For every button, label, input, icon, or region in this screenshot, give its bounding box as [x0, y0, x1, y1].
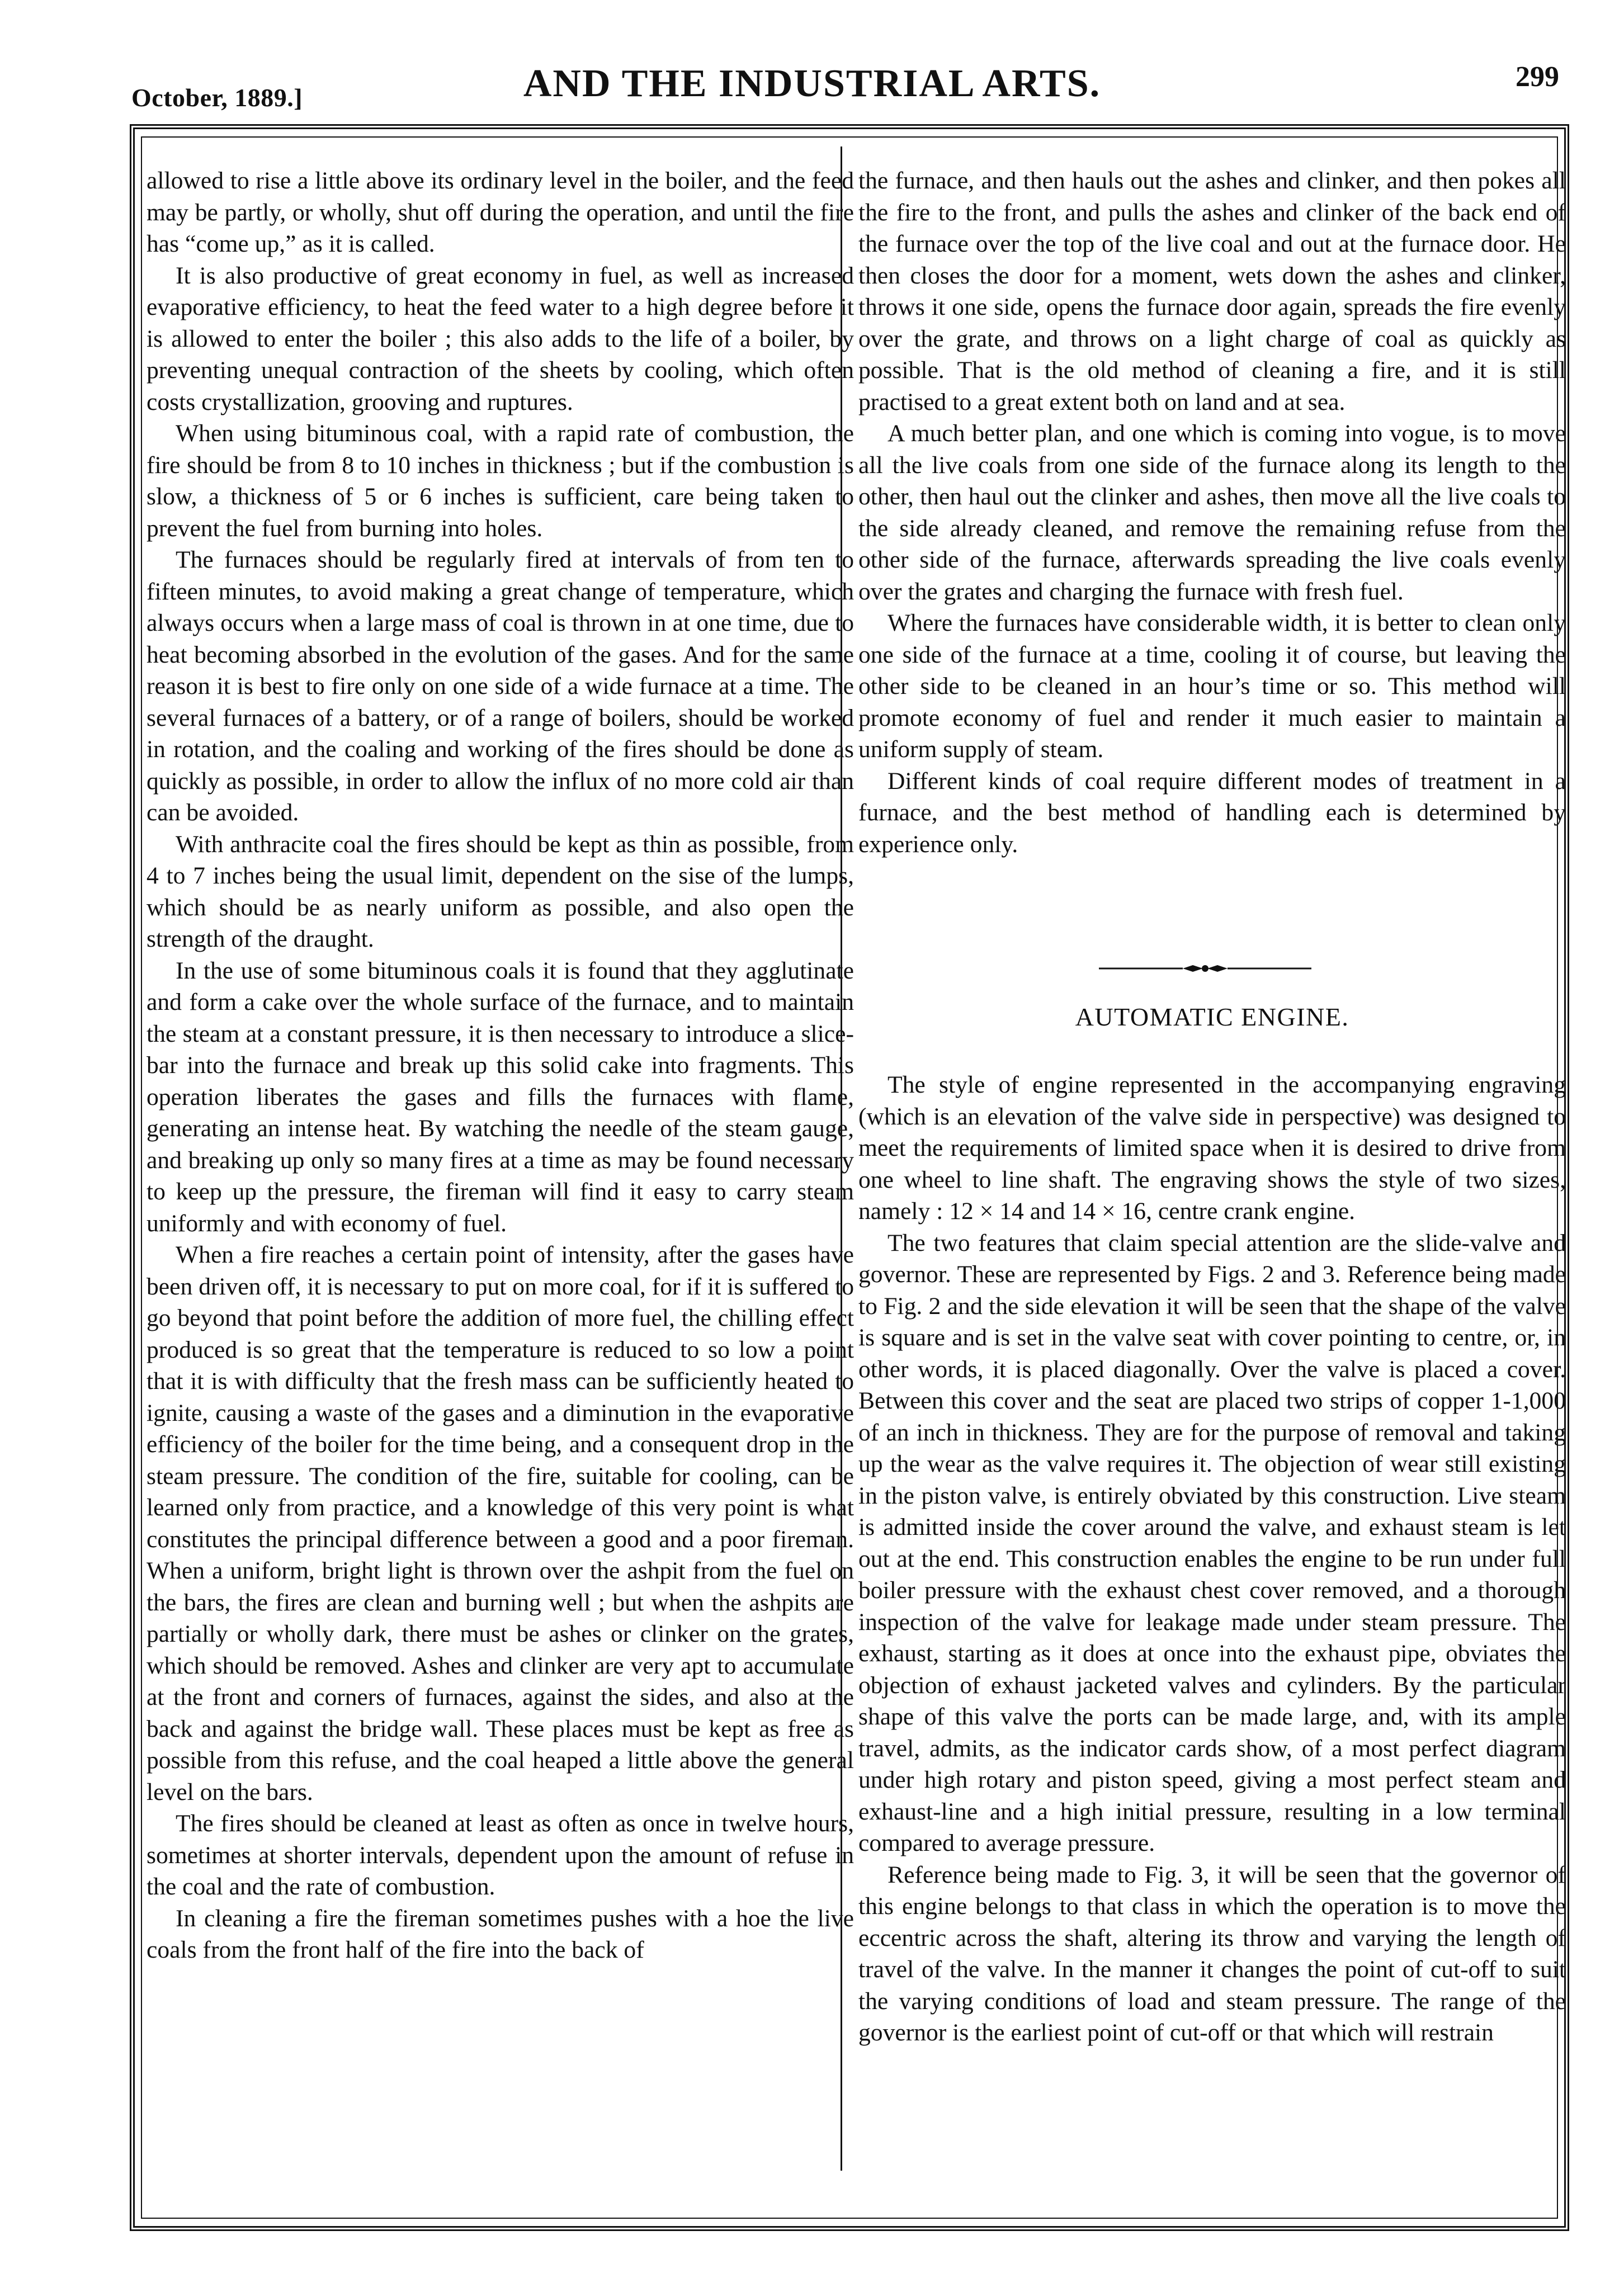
- section-ornament: [1099, 963, 1311, 974]
- paragraph: When using bituminous coal, with a rapid rate of combustion, the fire should be from 8 to 10 inches in thickness ; but if the combustion is slow, a thickness of 5 or 6 inches is sufficient, care being taken to prevent the fuel from burning into holes.: [147, 420, 854, 542]
- paragraph: allowed to rise a little above its ordinary level in the boiler, and the feed may be partly, or wholly, shut off during the operation, and until the fire has “come up,” as it is called.: [147, 167, 854, 257]
- paragraph: Different kinds of coal require different modes of treatment in a furnace, and the best method of handling each is determined by experience only.: [858, 767, 1566, 858]
- paragraph: In cleaning a fire the fireman sometimes pushes with a hoe the live coals from the front half of the fire into the back of: [147, 1905, 854, 1963]
- paragraph: the furnace, and then hauls out the ashes and clinker, and then pokes all the fire to the front, and pulls the ashes and clinker of the back end of the furnace over the top of the live coal and out at the furnace door. He then closes the door for a moment, wets down the ashes and clinker, throws it one side, opens the furnace door again, spreads the fire evenly over the grate, and throws on a light charge of coal as quickly as possible. That is the old method of cleaning a fire, and it is still practised to a great extent both on land and at sea.: [858, 167, 1566, 415]
- right-column-bottom: [858, 1069, 1566, 2049]
- paragraph: With anthracite coal the fires should be kept as thin as possible, from 4 to 7 inches being the usual limit, dependent on the sise of the lumps, which should be as nearly uniform as possible, and also open the strength of the draught.: [147, 830, 854, 952]
- paragraph: The style of engine represented in the accompanying engraving (which is an elevation of the valve side in perspective) was designed to meet the requirements of limited space when it is desired to drive from one wheel to line shaft. The engraving shows the style of two sizes, namely : 12 × 14 and 14 × 16, centre crank engine.: [858, 1071, 1566, 1225]
- section-heading: AUTOMATIC ENGINE.: [1075, 1003, 1349, 1031]
- issue-date: October, 1889.]: [131, 83, 303, 112]
- paragraph: Where the furnaces have considerable width, it is better to clean only one side of the furnace at a time, cooling it of course, but leaving the other side to be cleaned in an hour’s time or so. This method will promote economy of fuel and render it much easier to maintain a uniform supply of steam.: [858, 609, 1566, 763]
- paragraph: In the use of some bituminous coals it is found that they agglutinate and form a cake over the whole surface of the furnace, and to maintain the steam at a constant pressure, it is then necessary to introduce a slice-bar into the furnace and break up this solid cake into fragments. This operation liberates the gases and fills the furnaces with flame, generating an intense heat. By watching the needle of the steam gauge, and breaking up only so many fires at a time as may be found necessary to keep up the pressure, the fireman will find it easy to carry steam uniformly and with economy of fuel.: [147, 957, 854, 1237]
- paragraph: A much better plan, and one which is coming into vogue, is to move all the live coals from one side of the furnace along its length to the other, then haul out the clinker and ashes, then move all the live coals to the side already cleaned, and remove the remaining refuse from the other side of the furnace, afterwards spreading the live coals evenly over the grates and charging the furnace with fresh fuel.: [858, 420, 1566, 605]
- running-title: AND THE INDUSTRIAL ARTS.: [523, 62, 1101, 105]
- paragraph: Reference being made to Fig. 3, it will be seen that the governor of this engine belongs to that class in which the operation is to move the eccentric across the shaft, altering its throw and varying the length of travel of the valve. In the manner it changes the point of cut-off to suit the varying conditions of load and steam pressure. The range of the governor is the earliest point of cut-off or that which will restrain: [858, 1861, 1566, 2046]
- paragraph: The two features that claim special attention are the slide-valve and governor. These are represented by Figs. 2 and 3. Reference being made to Fig. 2 and the side elevation it will be seen that the shape of the valve is square and is set in the valve seat with cover pointing to centre, or, in other words, it is placed diagonally. Over the valve is placed a cover. Between this cover and the seat are placed two strips of copper 1-1,000 of an inch in thickness. They are for the purpose of removal and taking up the wear as the valve requires it. The objection of wear still existing in the piston valve, is entirely obviated by this construction. Live steam is admitted inside the cover around the valve, and exhaust steam is let out at the end. This construction enables the engine to be run under full boiler pressure with the exhaust chest cover removed, and a thorough inspection of the valve for leakage made under steam pressure. The exhaust, starting as it does at once into the exhaust pipe, obviates the objection of exhaust jacketed valves and cylinders. By the particular shape of this valve the ports can be made large, and, with its ample travel, admits, as the indicator cards show, of a most perfect diagram under high rotary and piston speed, giving a most perfect steam and exhaust-line and a high initial pressure, resulting in a low terminal compared to average pressure.: [858, 1229, 1566, 1856]
- paragraph: When a fire reaches a certain point of intensity, after the gases have been driven off, it is necessary to put on more coal, for if it is suffered to go beyond that point before the addition of more fuel, the chilling effect produced is so great that the temperature is reduced to so low a point that it is with difficulty that the fresh mass can be sufficiently heated to ignite, causing a waste of the gases and a diminution in the evaporative efficiency of the boiler for the time being, and a consequent drop in the steam pressure. The condition of the fire, suitable for cooling, can be learned only from practice, and a knowledge of this very point is what constitutes the principal difference between a good and a poor fireman. When a uniform, bright light is thrown over the ashpit from the fuel on the bars, the fires are clean and burning well ; but when the ashpits are partially or wholly dark, there must be ashes or clinker on the grates, which should be removed. Ashes and clinker are very apt to accumulate at the front and corners of furnaces, against the sides, and also at the back and against the bridge wall. These places must be kept as free as possible from this refuse, and the coal heaped a little above the general level on the bars.: [147, 1241, 854, 1806]
- left-column: [147, 165, 854, 1966]
- paragraph: It is also productive of great economy in fuel, as well as increased evaporative efficiency, to heat the feed water to a high degree before it is allowed to enter the boiler ; this also adds to the life of a boiler, by preventing unequal contraction of the sheets by cooling, which often costs crystallization, grooving and ruptures.: [147, 262, 854, 415]
- paragraph: The furnaces should be regularly fired at intervals of from ten to fifteen minutes, to avoid making a great change of temperature, which always occurs when a large mass of coal is thrown in at one time, due to heat becoming absorbed in the evolution of the gases. And for the same reason it is best to fire only on one side of a wide furnace at a time. The several furnaces of a battery, or of a range of boilers, should be worked in rotation, and the coaling and working of the fires should be done as quickly as possible, in order to allow the influx of no more cold air than can be avoided.: [147, 546, 854, 826]
- running-head: [0, 0, 1624, 134]
- page-number: 299: [1516, 61, 1559, 93]
- paragraph: The fires should be cleaned at least as often as once in twelve hours, sometimes at shorter intervals, dependent upon the amount of refuse in the coal and the rate of combustion.: [147, 1810, 854, 1900]
- right-column-top: [858, 165, 1566, 860]
